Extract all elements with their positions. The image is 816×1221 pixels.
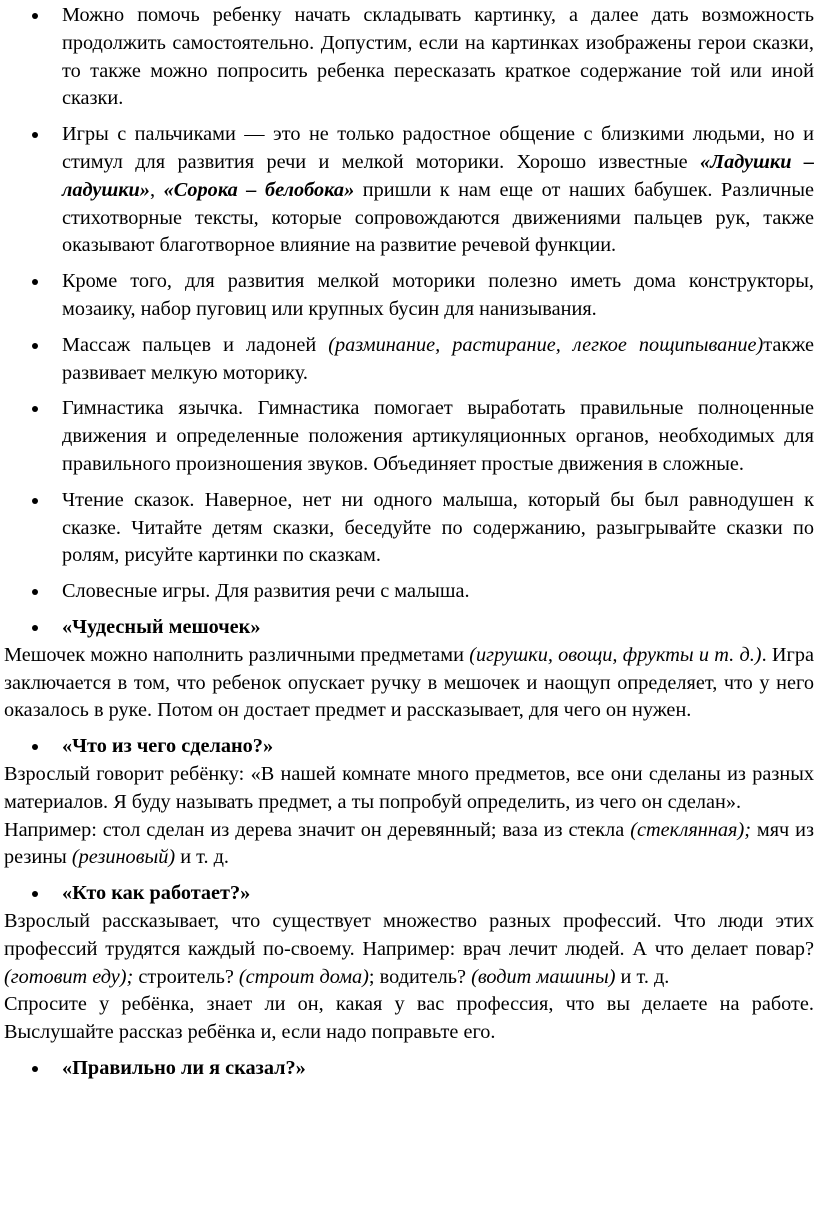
list-item-text: пришли к нам еще от наших бабушек. Различные стихотворные тексты, которые сопровождаются движениями пальцев рук, также оказывают благотворное влияние на развитие речевой функции. xyxy=(62,178,815,257)
bullet-icon xyxy=(32,498,38,504)
list-item-text: , xyxy=(149,178,164,201)
paragraph-text: Взрослый рассказывает, что существует множество разных профессий. Что люди этих профессий трудятся каждый по-своему. Например: врач лечит людей. А что делает повар? xyxy=(4,909,814,960)
paragraph-italic: (стеклянная); xyxy=(630,818,751,841)
list-item xyxy=(0,578,816,606)
game-heading xyxy=(0,1055,816,1083)
list-item xyxy=(0,332,816,388)
paragraph-text: Например: стол сделан из дерева значит он деревянный; ваза из стекла xyxy=(4,818,631,841)
list-item-text: Словесные игры. Для развития речи с малыша. xyxy=(62,580,470,603)
list-item-italic: (разминание, растирание, легкое пощипывание) xyxy=(328,333,764,356)
list-item-text: Игры с пальчиками — это не только радостное общение с близкими людьми, но и стимул для развития речи и мелкой моторики. Хорошо известные xyxy=(62,123,814,173)
bullet-icon xyxy=(32,589,38,595)
paragraph-text: ; водитель? xyxy=(368,965,472,988)
bullet-icon xyxy=(32,744,38,750)
bullet-icon xyxy=(32,343,38,349)
list-item-text: также развивает мелкую моторику. xyxy=(62,333,814,384)
paragraph-italic: (игрушки, овощи, фрукты и т. д.) xyxy=(469,643,762,666)
paragraph-text: и т. д. xyxy=(615,965,670,988)
list-item-text: Чтение сказок. Наверное, нет ни одного малыша, который бы был равнодушен к сказке. Читайте детям сказки, беседуйте по содержанию, разыгрывайте сказки по ролям, рисуйте картинки по сказкам. xyxy=(62,488,814,567)
bullet-icon xyxy=(32,1066,38,1072)
game-title: «Чудесный мешочек» xyxy=(62,615,261,638)
game-heading xyxy=(0,733,816,761)
game-heading xyxy=(0,614,816,642)
rhyme-title: «Ладушки – ладушки» xyxy=(62,150,814,201)
paragraph xyxy=(0,642,816,725)
paragraph-italic: (строит дома) xyxy=(238,965,369,988)
rhyme-title: «Сорока – белобока» xyxy=(163,178,355,201)
game-title: «Кто как работает?» xyxy=(62,882,251,905)
paragraph-italic: (водит машины) xyxy=(471,965,616,988)
bullet-icon xyxy=(32,625,38,631)
paragraph-text: Взрослый говорит ребёнку: «В нашей комнате много предметов, все они сделаны из разных материалов. Я буду называть предмет, а ты попробуй определить, из чего он сделан». xyxy=(4,762,814,813)
list-item-text: Кроме того, для развития мелкой моторики полезно иметь дома конструкторы, мозаику, набор пуговиц или крупных бусин для нанизывания. xyxy=(62,270,814,320)
bullet-icon xyxy=(32,406,38,412)
paragraph xyxy=(0,761,816,817)
paragraph xyxy=(0,817,816,873)
list-item-text: Массаж пальцев и ладоней xyxy=(62,333,329,356)
paragraph-text: и т. д. xyxy=(175,846,230,869)
list-item xyxy=(0,121,816,260)
paragraph xyxy=(0,908,816,991)
bullet-icon xyxy=(32,891,38,897)
paragraph-text: мяч из резины xyxy=(4,818,814,869)
list-item xyxy=(0,487,816,570)
paragraph-italic: (резиновый) xyxy=(71,846,176,869)
game-title: «Правильно ли я сказал?» xyxy=(62,1056,306,1079)
game-heading xyxy=(0,880,816,908)
list-item xyxy=(0,2,816,113)
list-item xyxy=(0,268,816,324)
paragraph-text: . Игра заключается в том, что ребенок опускает ручку в мешочек и наощуп определяет, что у него оказалось в руке. Потом он достает предмет и рассказывает, для чего он нужен. xyxy=(4,643,814,722)
paragraph xyxy=(0,991,816,1047)
list-item-text: Гимнастика язычка. Гимнастика помогает выработать правильные полноценные движения и определенные положения артикуляционных органов, необходимых для правильного произношения звуков. Объединяет простые движения в сложные. xyxy=(62,397,814,475)
bullet-icon xyxy=(32,132,38,138)
paragraph-text: Мешочек можно наполнить различными предметами xyxy=(4,643,470,666)
game-title: «Что из чего сделано?» xyxy=(62,735,274,758)
paragraph-italic: (готовит еду); xyxy=(4,965,134,988)
bullet-icon xyxy=(32,13,38,19)
bullet-icon xyxy=(32,279,38,285)
paragraph-text: Спросите у ребёнка, знает ли он, какая у вас профессия, что вы делаете на работе. Выслушайте рассказ ребёнка и, если надо поправьте его. xyxy=(4,993,814,1044)
paragraph-text: строитель? xyxy=(133,965,239,988)
list-item xyxy=(0,395,816,478)
list-item-text: Можно помочь ребенку начать складывать картинку, а далее дать возможность продолжить самостоятельно. Допустим, если на картинках изображены герои сказки, то также можно попросить ребенка пересказать краткое содержание той или иной сказки. xyxy=(62,4,814,110)
